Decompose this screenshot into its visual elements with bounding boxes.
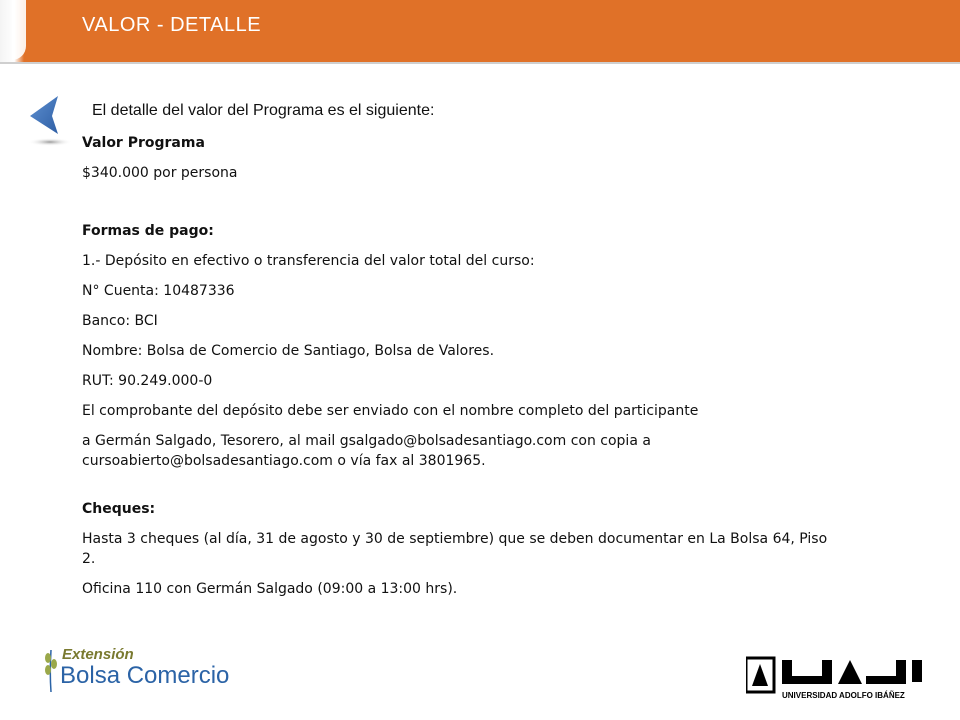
header-band [0, 0, 960, 62]
cheques-heading: Cheques: [82, 501, 156, 517]
arrow-left-icon [28, 94, 74, 148]
send-instruction: a Germán Salgado, Tesorero, al mail gsalgado@bolsadesantiago.com con copia a cursoabierto@bolsadesantiago.com o vía fax al 3801965. [82, 433, 651, 469]
logo-bolsa-text: Bolsa Comercio [60, 662, 230, 689]
bolsa-comercio-logo [44, 646, 254, 694]
account-number: N° Cuenta: 10487336 [82, 283, 235, 299]
rut-number: RUT: 90.249.000-0 [82, 373, 213, 389]
logo-extension-text: Extensión [62, 646, 134, 663]
detail-content [82, 133, 842, 609]
wheat-icon [44, 648, 58, 692]
office-info: Oficina 110 con Germán Salgado (09:00 a 13:00 hrs). [82, 581, 458, 597]
page-title: VALOR - DETALLE [82, 14, 262, 36]
valor-heading: Valor Programa [82, 135, 205, 151]
header-tab-decoration [12, 0, 26, 60]
valor-amount: $340.000 por persona [82, 165, 238, 181]
uai-subtitle: UNIVERSIDAD ADOLFO IBÁÑEZ [782, 691, 905, 700]
intro-text: El detalle del valor del Programa es el siguiente: [92, 102, 435, 119]
payment-item-1: 1.- Depósito en efectivo o transferencia del valor total del curso: [82, 253, 535, 269]
receipt-instruction: El comprobante del depósito debe ser enviado con el nombre completo del participante [82, 403, 699, 419]
cheques-text: Hasta 3 cheques (al día, 31 de agosto y 30 de septiembre) que se deben documentar en La Bolsa 64, Piso 2. [82, 531, 828, 567]
account-holder: Nombre: Bolsa de Comercio de Santiago, Bolsa de Valores. [82, 343, 495, 359]
uai-logo [746, 656, 924, 700]
formas-heading: Formas de pago: [82, 223, 214, 239]
bank-name: Banco: BCI [82, 313, 158, 329]
header-divider [0, 62, 960, 64]
